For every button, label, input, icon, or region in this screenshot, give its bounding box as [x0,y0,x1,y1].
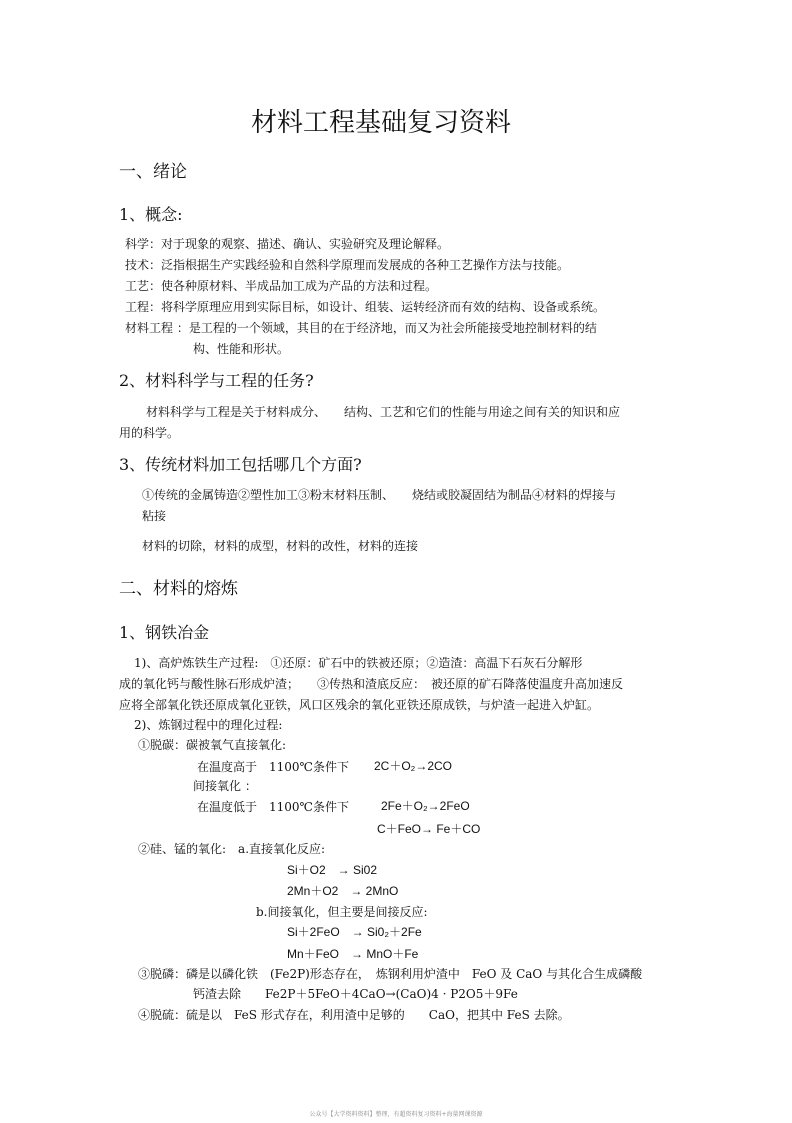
paragraph: 2)、炼钢过程中的理化过程: [134,718,283,732]
paragraph: ④脱硫：硫是以 FeS 形式存在，利用渣中足够的 CaO，把其中 FeS 去除。 [138,1008,570,1022]
footer-watermark: 公众号【大学资料资料】整理，有超资料复习资料+海量网课资源 [309,1111,483,1118]
subheading: 1、概念: [119,205,183,224]
paragraph: 1)、高炉炼铁生产过程: ①还原：矿石中的铁被还原；②造渣：高温下石灰石分解形 [134,656,583,670]
paragraph: 用的科学。 [119,426,180,440]
paragraph: 应将全部氧化铁还原成氧化亚铁，风口区残余的氧化亚铁还原成铁，与炉渣一起进入炉缸。 [119,698,600,712]
paragraph: ①脱碳：碳被氧气直接氧化: [138,738,287,752]
condition: 在温度高于 1100℃条件下 [197,760,349,774]
paragraph: 材料的切除，材料的成型，材料的改性，材料的连接 [142,539,419,553]
subheading: 3、传统材料加工包括哪几个方面? [119,455,362,474]
equation: 2Fe＋O₂→2FeO [381,799,470,813]
equation: 钙渣去除 Fe2P＋5FeO＋4CaO→(CaO)4 · P2O5＋9Fe [193,987,518,1001]
section-heading: 一、绪论 [119,162,187,182]
definition: 技术：泛指根据生产实践经验和自然科学原理而发展成的各种工艺操作方法与技能。 [125,258,570,272]
equation: 2Mn＋O2 → 2MnO [287,884,399,898]
equation: Si＋O2 → Si02 [287,863,378,877]
paragraph: ①传统的金属铸造②塑性加工③粉末材料压制、 烧结或胶凝固结为制品④材料的焊接与 [142,488,617,502]
section-heading: 二、材料的熔炼 [119,579,238,599]
definition: 科学：对于现象的观察、描述、确认、实验研究及理论解释。 [125,237,450,251]
paragraph: 材料科学与工程是关于材料成分、 结构、工艺和它们的性能与用途之间有关的知识和应 [146,405,621,419]
paragraph: 粘接 [142,509,167,523]
condition: 在温度低于 1100℃条件下 [197,800,349,814]
equation: 2C＋O₂→2CO [374,759,453,773]
equation: C＋FeO→ Fe＋CO [377,822,481,836]
paragraph: ②硅、锰的氧化: a.直接氧化反应: [138,842,326,856]
equation: Si＋2FeO → Si0₂＋2Fe [287,925,422,939]
definition: 工艺：使各种原材料、半成品加工成为产品的方法和过程。 [125,279,438,293]
equation: Mn＋FeO → MnO＋Fe [287,947,419,961]
paragraph: 间接氧化 ： [193,779,257,793]
paragraph: 成的氧化钙与酸性脉石形成炉渣； ③传热和渣底反应： 被还原的矿石降落使温度升高加速反 [119,677,624,691]
subheading: 2、材料科学与工程的任务? [119,371,314,390]
definition: 材料工程 ：是工程的一个领域，其目的在于经济地，而又为社会所能接受地控制材料的结 [125,321,597,335]
paragraph: b.间接氧化，但主要是间接反应: [256,905,428,919]
paragraph: ③脱磷：磷是以磷化铁 (Fe2P)形态存在， 炼钢利用炉渣中 FeO 及 CaO 与其化合生成磷酸 [138,967,643,981]
subheading: 1、钢铁冶金 [119,623,210,642]
definition: 构、性能和形状。 [193,342,290,356]
document-title: 材料工程基础复习资料 [250,108,511,138]
definition: 工程：将科学原理应用到实际目标，如设计、组装、运转经济而有效的结构、设备或系统。 [125,300,606,314]
